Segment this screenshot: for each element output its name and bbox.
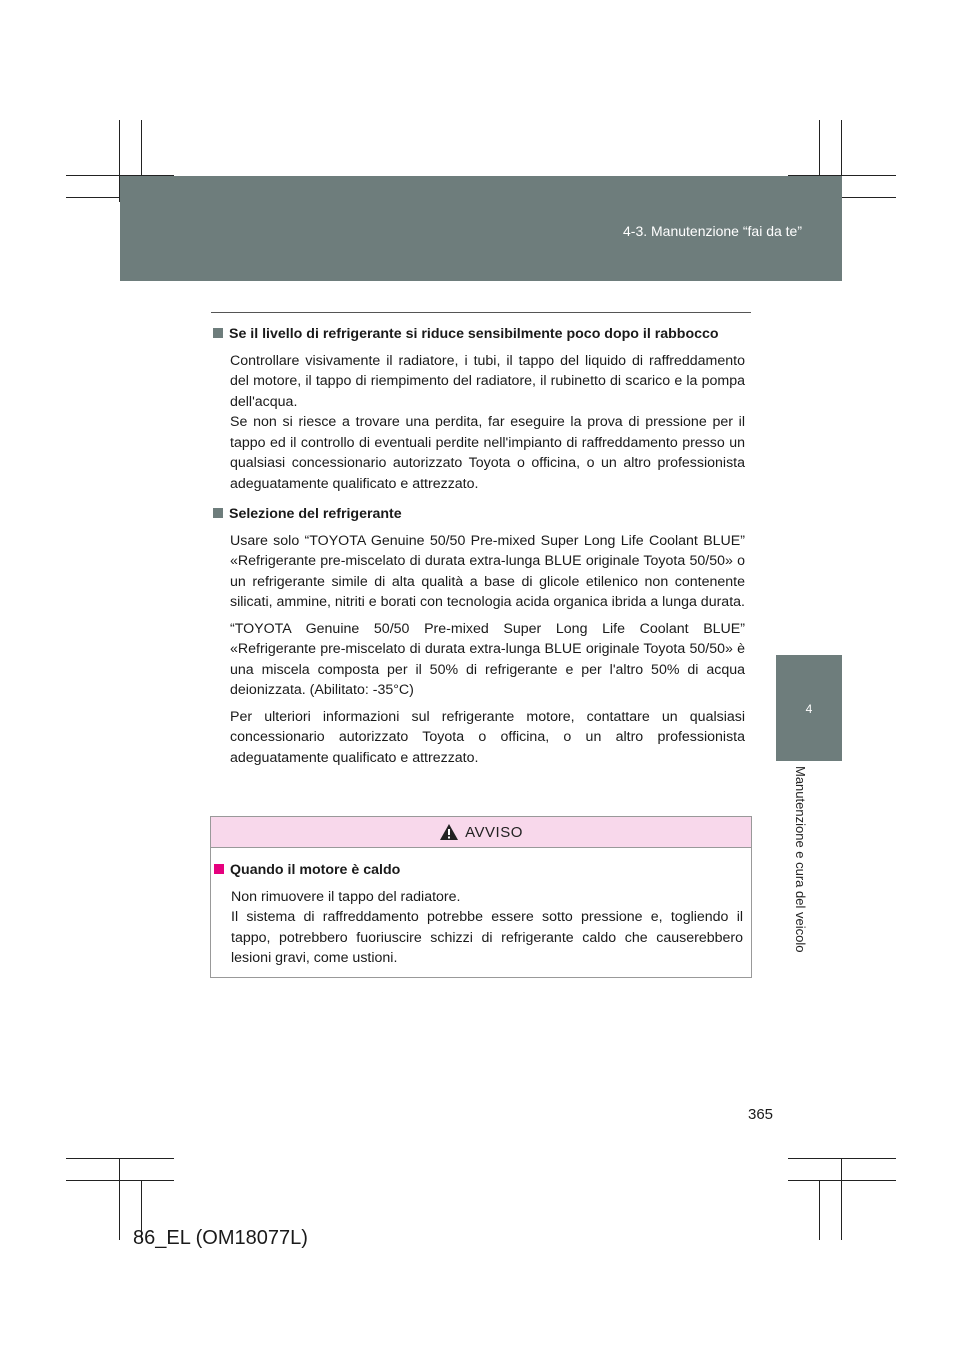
- section-heading: Selezione del refrigerante: [213, 504, 745, 525]
- page-number: 365: [748, 1106, 774, 1123]
- warning-paragraph: Non rimuovere il tappo del radiatore. Il sistema di raffreddamento potrebbe essere sotto pressione e, togliendo il tappo, potrebbero fuoriuscire schizzi di refrigerante caldo che causerebbero lesioni gravi, come ustioni.: [231, 888, 743, 966]
- section-title: 4-3. Manutenzione “fai da te”: [623, 223, 802, 239]
- chapter-number: 4: [805, 702, 813, 716]
- square-bullet-icon: [213, 508, 223, 518]
- warning-body: [211, 848, 751, 969]
- crop-mark: [66, 1158, 174, 1159]
- square-bullet-icon: [214, 864, 224, 874]
- header-band: [120, 176, 842, 281]
- warning-box: [210, 816, 752, 978]
- warning-header: [211, 817, 751, 848]
- section-coolant-selection: [213, 504, 745, 768]
- chapter-label: Manutenzione e cura del veicolo: [793, 766, 808, 953]
- paragraph: “TOYOTA Genuine 50/50 Pre-mixed Super Long Life Coolant BLUE” «Refrigerante pre-miscelato di durata extra-lunga BLUE originale Toyota 50/50» è una miscela composta per il 50% di refrigerante e per l'altro 50% di acqua deionizzata. (Abilitato: -35°C): [230, 620, 745, 698]
- crop-mark: [841, 1158, 842, 1240]
- paragraph: Controllare visivamente il radiatore, i tubi, il tappo del liquido di raffreddamento del motore, il tappo di riempimento del radiatore, il rubinetto di scarico e la pompa dell'acqua. Se non si riesce a trovare una perdita, far eseguire la prova di pressione per il tappo ed il controllo di eventuali perdite nell'impianto di raffreddamento presso un qualsiasi concessionario autorizzato Toyota o officina, o un altro professionista adeguatamente qualificato e attrezzato.: [230, 352, 745, 492]
- crop-mark: [119, 1158, 120, 1240]
- warning-title: AVVISO: [465, 823, 523, 841]
- crop-mark: [66, 1180, 174, 1181]
- crop-mark: [788, 1180, 896, 1181]
- section-coolant-loss: [213, 324, 745, 494]
- warning-triangle-icon: [439, 823, 459, 841]
- document-code: 86_EL (OM18077L): [133, 1227, 308, 1249]
- crop-mark: [788, 1158, 896, 1159]
- paragraph: Usare solo “TOYOTA Genuine 50/50 Pre-mixed Super Long Life Coolant BLUE” «Refrigerante pre-miscelato di durata extra-lunga BLUE originale Toyota 50/50» o un refrigerante simile di alta qualità a base di glicole etilenico non contenente silicati, ammine, nitriti e borati con tecnologia acida organica ibrida a lunga durata.: [230, 532, 745, 610]
- paragraph: Per ulteriori informazioni sul refrigerante motore, contattare un qualsiasi concessionario autorizzato Toyota o officina, o un altro professionista adeguatamente qualificato e attrezzato.: [230, 708, 745, 766]
- crop-mark: [819, 1180, 820, 1240]
- section-heading: Se il livello di refrigerante si riduce sensibilmente poco dopo il rabbocco: [213, 324, 745, 345]
- square-bullet-icon: [213, 328, 223, 338]
- chapter-tab: [776, 655, 842, 761]
- main-content: [213, 324, 745, 778]
- top-rule: [211, 312, 751, 313]
- warning-heading: Quando il motore è caldo: [214, 860, 743, 881]
